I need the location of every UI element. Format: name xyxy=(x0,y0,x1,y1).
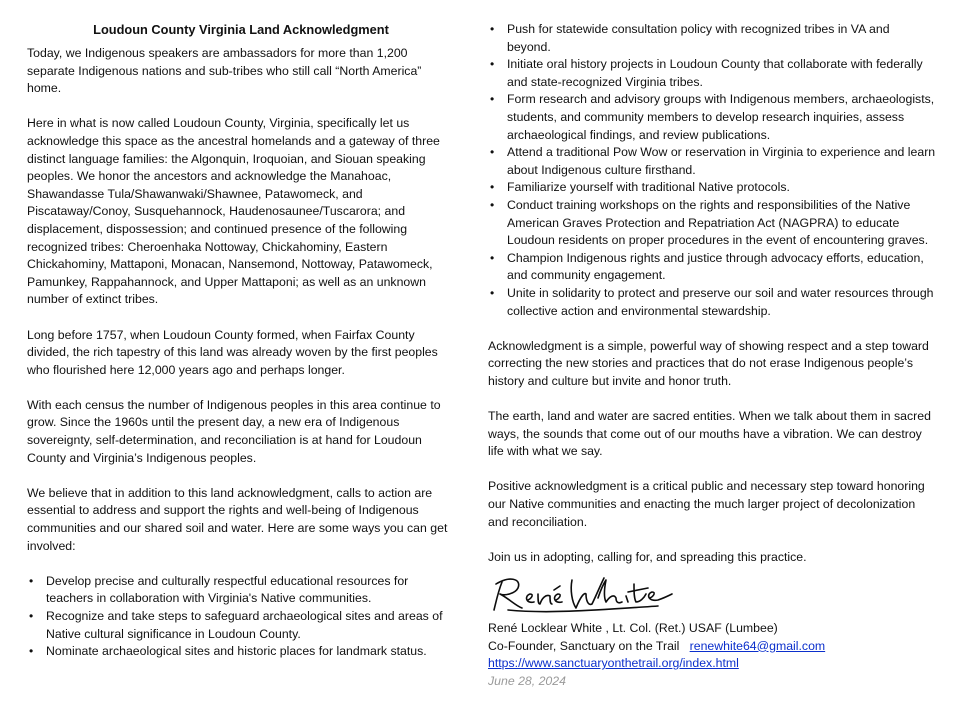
action-list-left xyxy=(27,573,455,661)
action-item: • Attend a traditional Pow Wow or reservation in Virginia to experience and learn about Indigenous culture firsthand. xyxy=(488,144,936,179)
paragraph-join-us: Join us in adopting, calling for, and spreading this practice. xyxy=(488,549,807,564)
website-line xyxy=(488,655,936,673)
action-list-right xyxy=(488,21,936,320)
website-link[interactable]: https://www.sanctuaryonthetrail.org/index.html xyxy=(488,656,739,671)
paragraph-acknowledgment: Acknowledgment is a simple, powerful way of showing respect and a step toward correcting the new stories and practices that do not erase Indigenous people’s history and culture but invite and honor truth. xyxy=(488,338,929,388)
author-role xyxy=(488,638,936,656)
paragraph-ancestral-homelands: Here in what is now called Loudoun County, Virginia, specifically let us acknowledge this space as the ancestral homelands and a gateway of three distinct language families: the Algonquin, Iroquoian, and Siouan speaking peoples. We honor the ancestors and acknowledge the Manahoac, Shawandasse Tula/Shawanwaki/Shawnee, Patawomeck, and Piscataway/Conoy, Susquehannock, Haudenosaunee/Tuscarora; and displacement, dispossession; and continued presence of the following recognized tribes: Cheroenhaka Nottoway, Chickahominy, Eastern Chickahominy, Mattaponi, Monacan, Nansemond, Nottoway, Patawomeck, Pamunkey, Rappahannock, and Upper Mattaponi; as well as an unknown number of extinct tribes. xyxy=(27,116,440,307)
author-name: René Locklear White , Lt. Col. (Ret.) USAF (Lumbee) xyxy=(488,621,778,635)
email-link[interactable]: renewhite64@gmail.com xyxy=(689,638,826,653)
action-item: • Conduct training workshops on the rights and responsibilities of the Native American Graves Protection and Repatriation Act (NAGPRA) to educate Loudoun residents on proper procedures in the event of encountering graves. xyxy=(488,197,936,250)
action-item: • Initiate oral history projects in Loudoun County that collaborate with federally and state-recognized Virginia tribes. xyxy=(488,56,936,91)
action-item: • Familiarize yourself with traditional Native protocols. xyxy=(488,179,936,197)
action-item: • Nominate archaeological sites and historic places for landmark status. xyxy=(27,643,455,661)
action-item: • Unite in solidarity to protect and preserve our soil and water resources through collective action and environmental stewardship. xyxy=(488,285,936,320)
cofounder-text: Co-Founder, Sanctuary on the Trail xyxy=(488,638,680,653)
action-item: • Develop precise and culturally respectful educational resources for teachers in collaboration with Virginia's Native communities. xyxy=(27,573,455,608)
handwritten-signature xyxy=(488,570,688,616)
paragraph-sacred-entities: The earth, land and water are sacred entities. When we talk about them in sacred ways, the sounds that come out of our mouths have a vibration. We can destroy life with what we say. xyxy=(488,409,931,459)
document-date: June 28, 2024 xyxy=(488,673,566,688)
document-title: Loudoun County Virginia Land Acknowledgment xyxy=(93,22,389,37)
left-column xyxy=(27,21,455,678)
paragraph-census: With each census the number of Indigenous peoples in this area continue to grow. Since the 1960s until the present day, a new era of Indigenous sovereignty, self-determination, and reconciliation is at hand for Loudoun County and Virginia’s Indigenous peoples. xyxy=(27,397,441,465)
action-item: • Recognize and take steps to safeguard archaeological sites and areas of Native cultural significance in Loudoun County. xyxy=(27,608,455,643)
right-column xyxy=(488,21,936,690)
action-item: • Champion Indigenous rights and justice through advocacy efforts, education, and community engagement. xyxy=(488,250,936,285)
paragraph-history: Long before 1757, when Loudoun County formed, when Fairfax County divided, the rich tapestry of this land was already woven by the first peoples who flourished here 12,000 years ago and perhaps longer. xyxy=(27,327,438,377)
paragraph-intro: Today, we Indigenous speakers are ambassadors for more than 1,200 separate Indigenous nations and sub-tribes who still call “North America” home. xyxy=(27,46,422,96)
paragraph-positive-acknowledgment: Positive acknowledgment is a critical public and necessary step toward honoring our Native communities and enacting the much larger project of decolonization and reconciliation. xyxy=(488,479,925,529)
action-item: • Form research and advisory groups with Indigenous members, archaeologists, students, and community members to develop research inquiries, assess archaeological findings, and review publications. xyxy=(488,91,936,144)
paragraph-calls-to-action: We believe that in addition to this land acknowledgment, calls to action are essential to address and support the rights and well-being of Indigenous communities and our shared soil and water. Here are some ways you can get involved: xyxy=(27,485,448,553)
action-item: • Push for statewide consultation policy with recognized tribes in VA and beyond. xyxy=(488,21,936,56)
